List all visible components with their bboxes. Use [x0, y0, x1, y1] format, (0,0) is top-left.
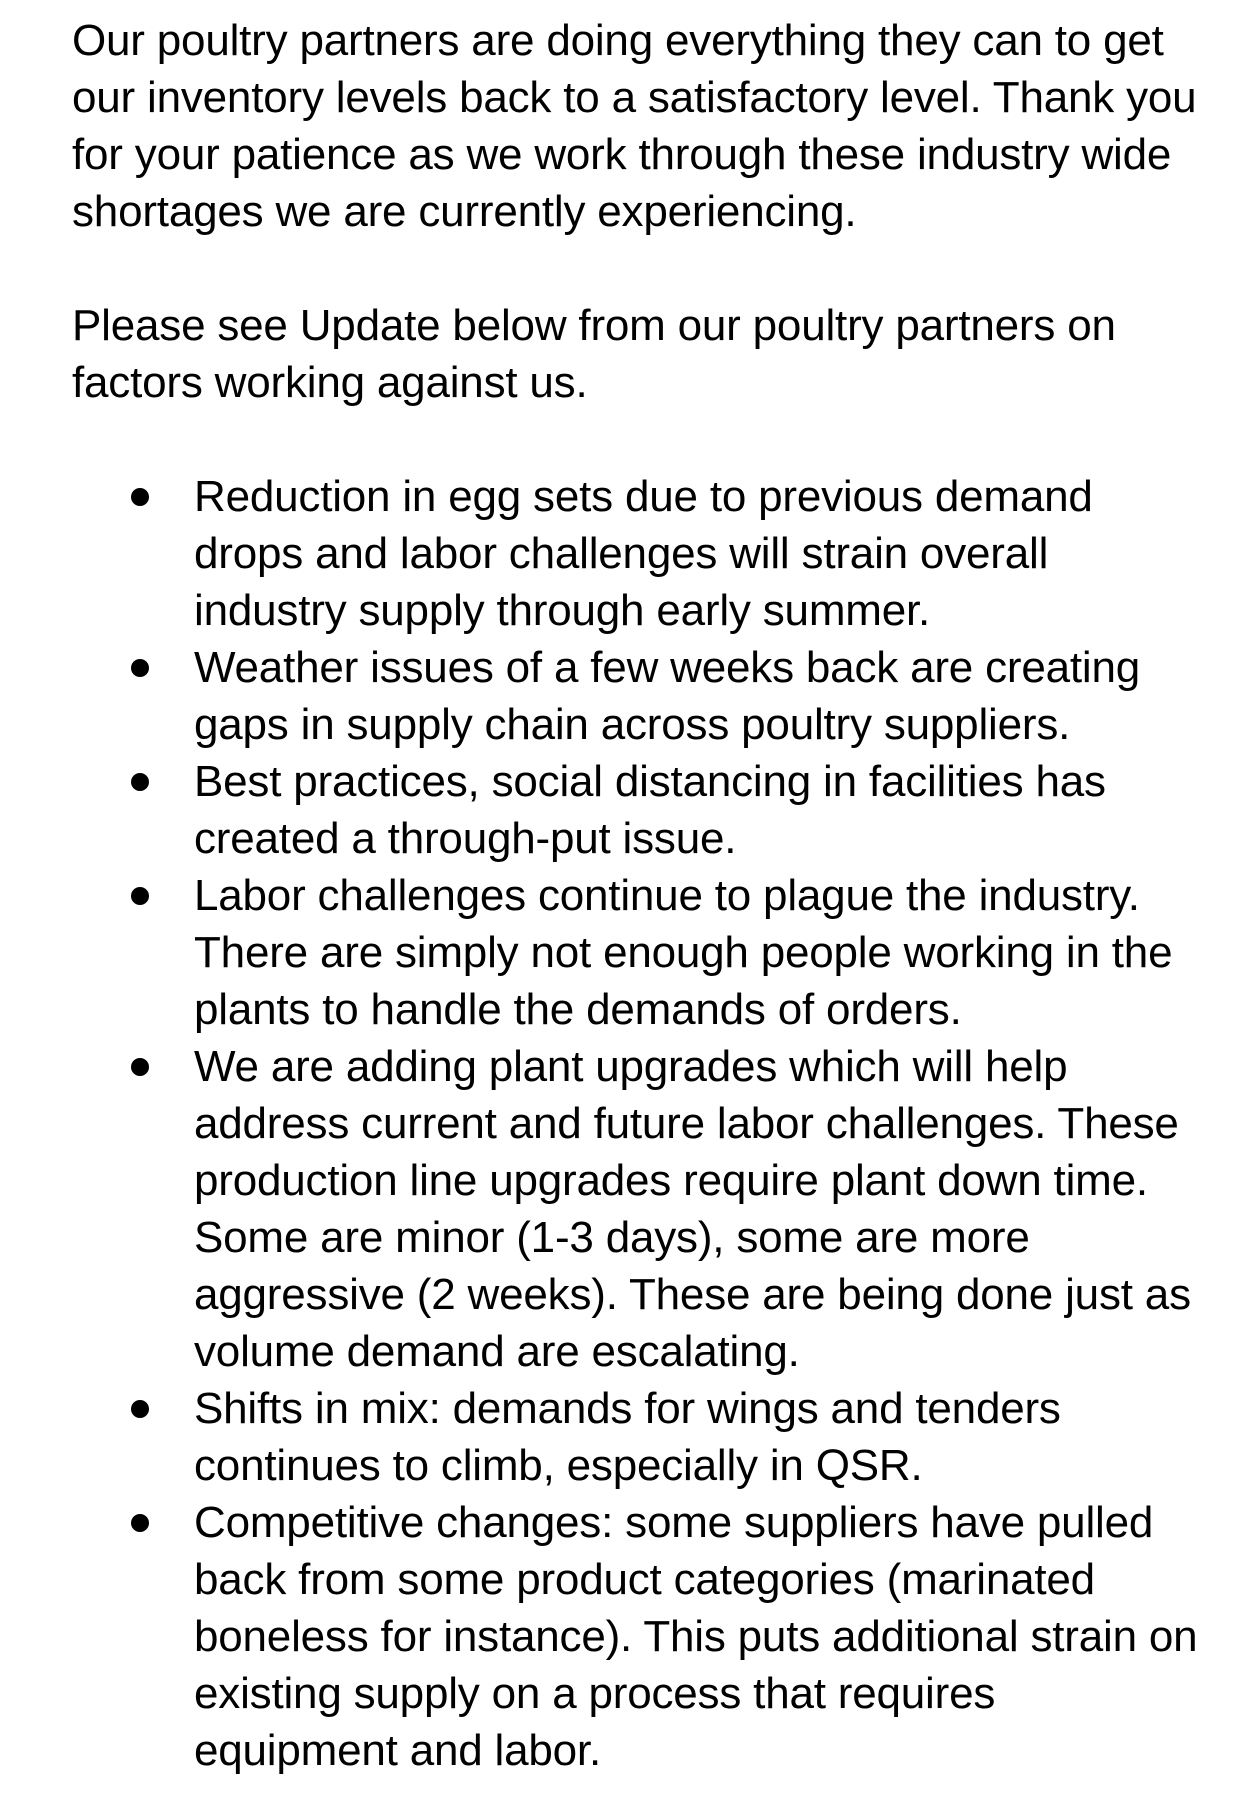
list-item: Labor challenges continue to plague the industry. There are simply not enough people working in the plants to handle the demands of orders. [194, 867, 1202, 1038]
list-item: Reduction in egg sets due to previous demand drops and labor challenges will strain overall industry supply through early summer. [194, 468, 1202, 639]
factors-list [72, 468, 1202, 1779]
list-item: Best practices, social distancing in facilities has created a through-put issue. [194, 753, 1202, 867]
list-item: Shifts in mix: demands for wings and tenders continues to climb, especially in QSR. [194, 1380, 1202, 1494]
list-item: Weather issues of a few weeks back are creating gaps in supply chain across poultry suppliers. [194, 639, 1202, 753]
list-item: Competitive changes: some suppliers have pulled back from some product categories (marinated boneless for instance). This puts additional strain on existing supply on a process that requires equipment and labor. [194, 1494, 1202, 1779]
intro-paragraph: Our poultry partners are doing everything they can to get our inventory levels back to a satisfactory level. Thank you for your patience as we work through these industry wide shortages we are currently experiencing. [72, 16, 1197, 236]
list-item: We are adding plant upgrades which will help address current and future labor challenges. These production line upgrades require plant down time. Some are minor (1-3 days), some are more aggressive (2 weeks). These are being done just as volume demand are escalating. [194, 1038, 1202, 1380]
update-paragraph: Please see Update below from our poultry partners on factors working against us. [72, 301, 1116, 407]
